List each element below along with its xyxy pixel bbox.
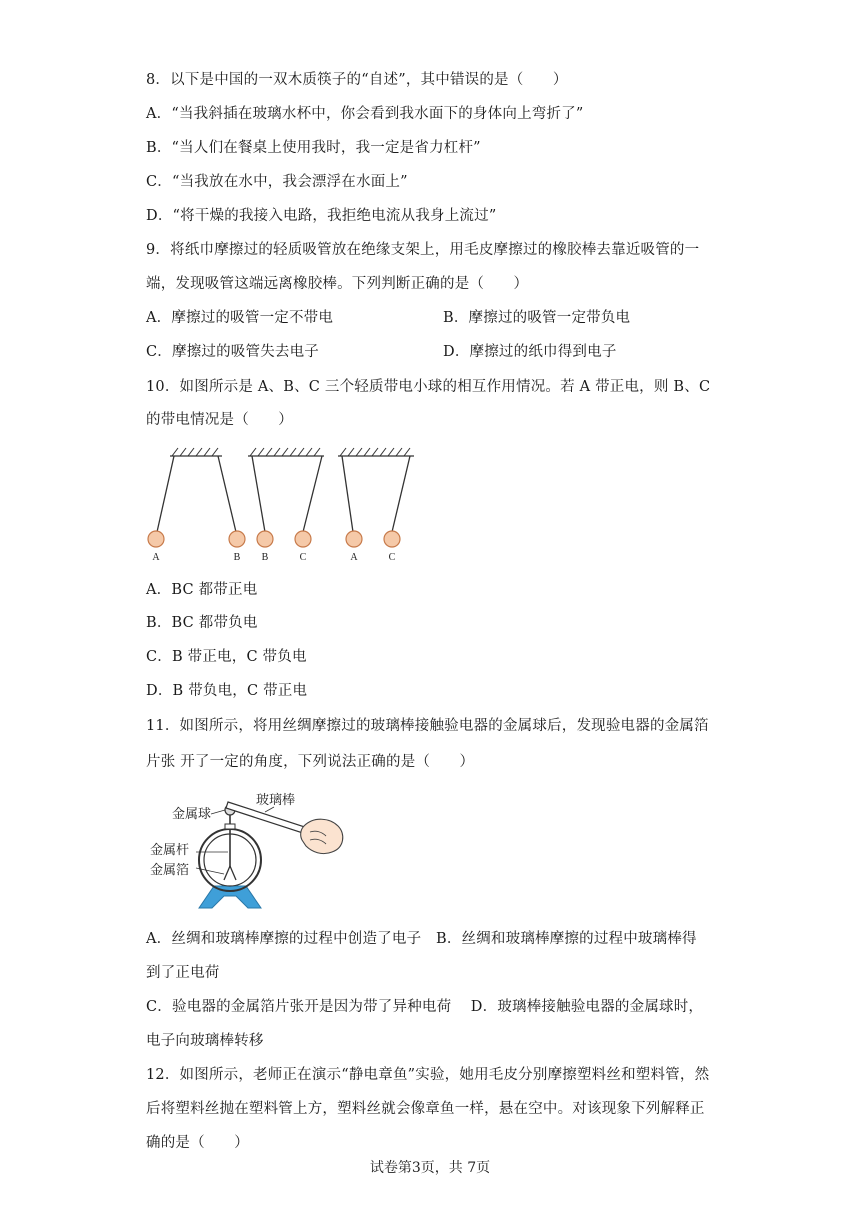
q9-option-a: A．摩擦过的吸管一定不带电: [146, 310, 334, 326]
q11-option-b-cont: 到了正电荷: [146, 965, 220, 981]
q11-stem-line2: 片张 开了一定的角度，下列说法正确的是（ ）: [146, 754, 475, 770]
page-footer: 试卷第3页，共 7页: [369, 1160, 491, 1176]
label-metal-stem: 金属杆: [150, 842, 190, 857]
q8-stem: 8．以下是中国的一双木质筷子的“自述”，其中错误的是（ ）: [146, 72, 568, 88]
q12-stem-line1: 12．如图所示，老师正在演示“静电章鱼”实验，她用毛皮分别摩擦塑料丝和塑料管，然: [146, 1067, 710, 1083]
electroscope-base: [199, 886, 261, 908]
hand-icon: [301, 819, 343, 853]
q9-stem-line2: 端，发现吸管这端远离橡胶棒。下列判断正确的是（ ）: [146, 276, 529, 292]
label-c-1: C: [299, 552, 307, 563]
label-c-2: C: [388, 552, 396, 563]
label-metal-ball: 金属球: [172, 806, 212, 821]
q9-option-d: D．摩擦过的纸巾得到电子: [443, 344, 617, 360]
label-glass-rod: 玻璃棒: [256, 792, 296, 807]
ball-b-2: [257, 531, 273, 547]
ball-b-1: [229, 531, 245, 547]
q10-option-c: C．B 带正电，C 带负电: [146, 649, 307, 665]
label-a-2: A: [350, 552, 358, 563]
q9-stem-line1: 9．将纸巾摩擦过的轻质吸管放在绝缘支架上，用毛皮摩擦过的橡胶棒去靠近吸管的一: [146, 242, 700, 258]
label-b-1: B: [233, 552, 241, 563]
ball-a-2: [346, 531, 362, 547]
q12-stem-line3: 确的是（ ）: [146, 1135, 249, 1151]
ball-c-1: [295, 531, 311, 547]
q8-option-a: A．“当我斜插在玻璃水杯中，你会看到我水面下的身体向上弯折了”: [146, 106, 584, 122]
q11-option-c-d: C．验电器的金属箔片张开是因为带了异种电荷 D．玻璃棒接触验电器的金属球时，: [146, 999, 704, 1015]
q8-option-d: D．“将干燥的我接入电路，我拒绝电流从我身上流过”: [146, 208, 497, 224]
q8-option-b: B．“当人们在餐桌上使用我时，我一定是省力杠杆”: [146, 140, 481, 156]
label-metal-foil: 金属箔: [150, 862, 190, 877]
q9-option-b: B．摩擦过的吸管一定带负电: [443, 310, 631, 326]
q11-option-a-b: A．丝绸和玻璃棒摩擦的过程中创造了电子 B．丝绸和玻璃棒摩擦的过程中玻璃棒得: [146, 931, 697, 947]
ball-c-2: [384, 531, 400, 547]
ball-a-1: [148, 531, 164, 547]
q11-stem-line1: 11．如图所示，将用丝绸摩擦过的玻璃棒接触验电器的金属球后，发现验电器的金属箔: [146, 718, 709, 734]
q10-option-b: B．BC 都带负电: [146, 615, 258, 631]
label-a-1: A: [152, 552, 160, 563]
q11-electroscope-figure: [144, 788, 354, 918]
q10-stem-line1: 10．如图所示是 A、B、C 三个轻质带电小球的相互作用情况。若 A 带正电，则 B、C: [146, 379, 711, 395]
q10-pendulum-figure: [144, 444, 424, 568]
q8-option-c: C．“当我放在水中，我会漂浮在水面上”: [146, 174, 408, 190]
q10-option-a: A．BC 都带正电: [146, 582, 258, 598]
q10-option-d: D．B 带负电，C 带正电: [146, 683, 308, 699]
q12-stem-line2: 后将塑料丝抛在塑料管上方，塑料丝就会像章鱼一样，悬在空中。对该现象下列解释正: [146, 1101, 705, 1117]
q9-option-c: C．摩擦过的吸管失去电子: [146, 344, 319, 360]
q10-stem-line2: 的带电情况是（ ）: [146, 412, 293, 428]
q11-option-d-cont: 电子向玻璃棒转移: [146, 1033, 264, 1049]
label-b-2: B: [261, 552, 269, 563]
